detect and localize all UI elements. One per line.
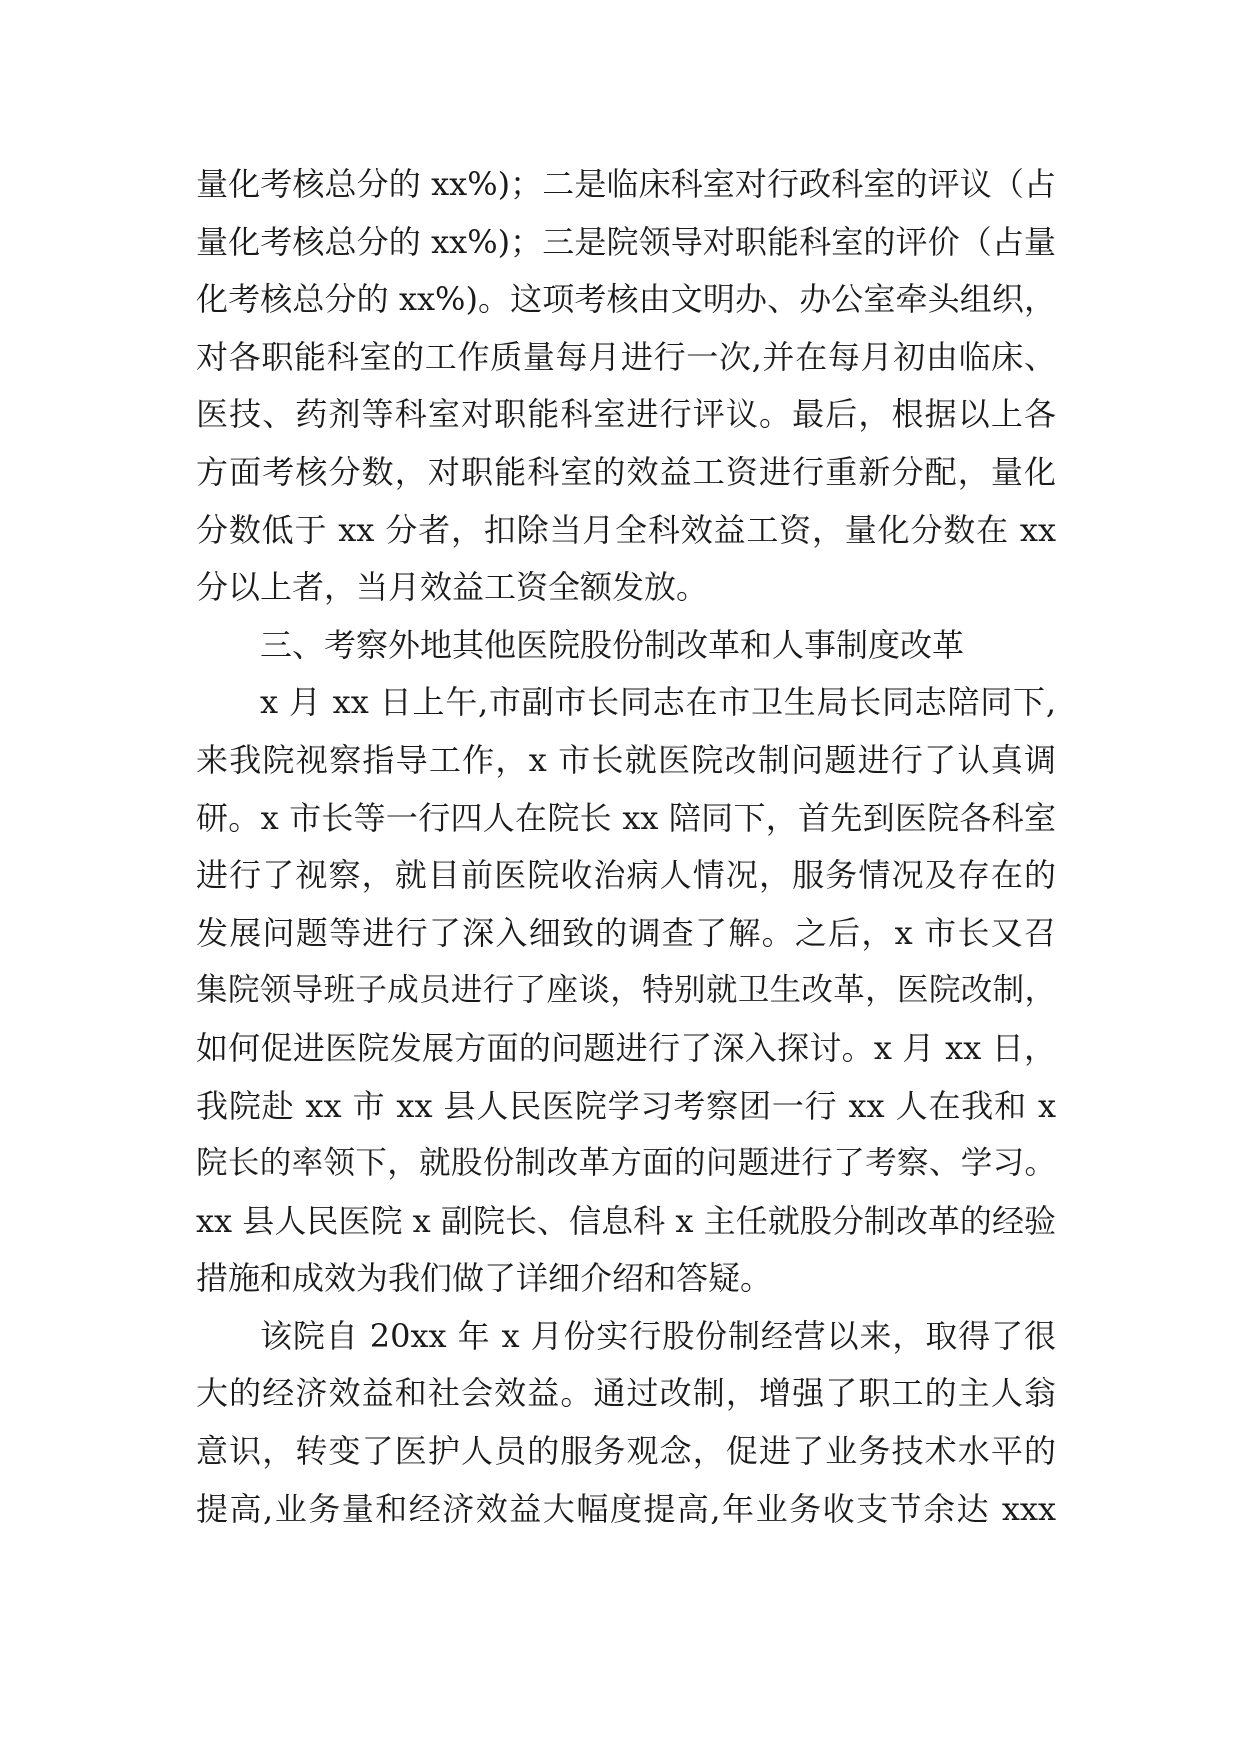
text-line: 来我院视察指导工作，x 市长就医院改制问题进行了认真调 [196, 740, 1056, 779]
text-line: 发展问题等进行了深入细致的调查了解。之后，x 市长又召 [196, 913, 1056, 952]
text-line: 对各职能科室的工作质量每月进行一次,并在每月初由临床、 [196, 337, 1056, 376]
document-body [196, 156, 1056, 1538]
text-line: 分以上者，当月效益工资全额发放。 [196, 568, 709, 607]
text-line: 进行了视察，就目前医院收治病人情况，服务情况及存在的 [196, 856, 1056, 895]
text-line: xx 县人民医院 x 副院长、信息科 x 主任就股分制改革的经验 [196, 1201, 1056, 1240]
text-line: 量化考核总分的 xx%)；三是院领导对职能科室的评价（占量 [196, 222, 1056, 261]
text-line: 研。x 市长等一行四人在院长 xx 陪同下，首先到医院各科室 [196, 798, 1056, 837]
text-line: 我院赴 xx 市 xx 县人民医院学习考察团一行 xx 人在我和 x [196, 1086, 1056, 1125]
text-line: 化考核总分的 xx%)。这项考核由文明办、办公室牵头组织， [196, 280, 1056, 319]
text-line: 大的经济效益和社会效益。通过改制，增强了职工的主人翁 [196, 1374, 1056, 1413]
text-line: 该院自 20xx 年 x 月份实行股份制经营以来，取得了很 [260, 1316, 1056, 1355]
text-line: 集院领导班子成员进行了座谈，特别就卫生改革，医院改制， [196, 972, 1056, 1009]
text-line: 如何促进医院发展方面的问题进行了深入探讨。x 月 xx 日， [196, 1028, 1056, 1067]
text-line: 分数低于 xx 分者，扣除当月全科效益工资，量化分数在 xx [196, 510, 1056, 549]
text-line: 院长的率领下，就股份制改革方面的问题进行了考察、学习。 [196, 1145, 1056, 1182]
text-line: 方面考核分数，对职能科室的效益工资进行重新分配，量化 [196, 452, 1056, 491]
text-line: 医技、药剂等科室对职能科室进行评议。最后，根据以上各 [196, 395, 1056, 434]
text-line: 量化考核总分的 xx%)；二是临床科室对行政科室的评议（占 [196, 165, 1056, 203]
text-line: 意识，转变了医护人员的服务观念，促进了业务技术水平的 [196, 1432, 1056, 1471]
text-line: 提高,业务量和经济效益大幅度提高,年业务收支节余达 xxx [196, 1489, 1056, 1528]
section-heading: 三、考察外地其他医院股份制改革和人事制度改革 [260, 625, 965, 664]
text-line: x 月 xx 日上午,市副市长同志在市卫生局长同志陪同下, [260, 683, 1056, 722]
text-line: 措施和成效为我们做了详细介绍和答疑。 [196, 1259, 773, 1298]
